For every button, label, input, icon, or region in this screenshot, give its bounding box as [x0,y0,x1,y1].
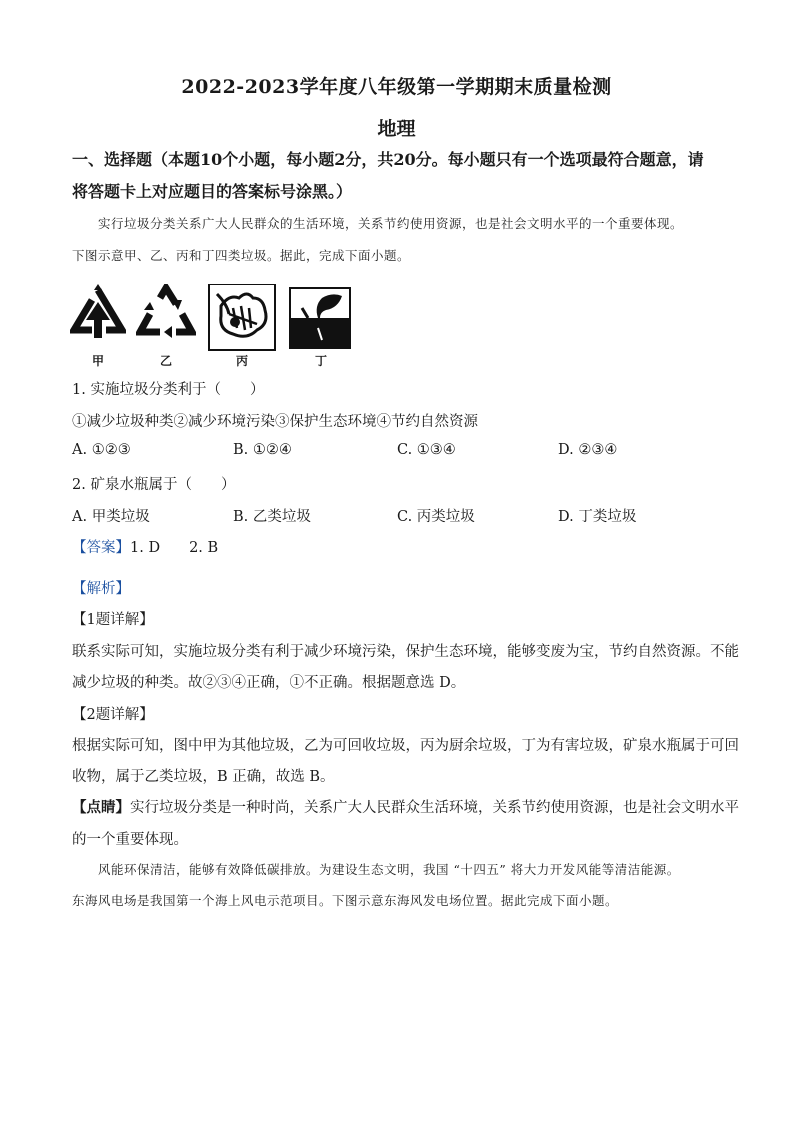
comment-line1 [72,796,739,817]
waste-category-figure [70,284,360,370]
answer-values: 1. D 2. B [130,540,219,556]
q2-stem: 2. 矿泉水瓶属于（ ） [72,477,236,493]
q2-option-d: D. 丁类垃圾 [558,509,637,525]
q1-stem: 1. 实施垃圾分类利于（ ） [72,382,265,398]
intro2-line1: 风能环保清洁，能够有效降低碳排放。为建设生态文明，我国 “十四五” 将大力开发风能等清洁能源。 [98,862,680,877]
subject-title: 地理 [377,118,416,140]
hazardous-waste-icon [288,284,352,370]
q1-statements: ①减少垃圾种类②减少环境污染③保护生态环境④节约自然资源 [72,414,478,430]
q2-option-b: B. 乙类垃圾 [233,509,311,525]
page-title: 2022-2023学年度八年级第一学期期末质量检测 [181,76,612,98]
detail1-title: 【1题详解】 [72,612,154,628]
answer-line [72,536,218,557]
label-bing: 丙 [235,354,248,368]
label-jia: 甲 [91,354,104,368]
q1-option-a: A. ①②③ [72,442,131,458]
q1-option-b: B. ①②④ [233,442,292,458]
section-heading [72,144,732,208]
analysis-label: 【解析】 [72,581,130,597]
q2-option-a: A. 甲类垃圾 [72,509,150,525]
comment-text-1: 实行垃圾分类是一种时尚，关系广大人民群众生活环境，关系节约使用资源，也是社会文明水平 [130,800,739,816]
label-ding: 丁 [314,354,327,368]
comment-label: 【点睛】 [72,799,130,816]
detail2-line1: 根据实际可知，图中甲为其他垃圾，乙为可回收垃圾，丙为厨余垃圾，丁为有害垃圾，矿泉水瓶属于可回 [72,738,739,754]
comment-line2: 的一个重要体现。 [72,832,188,848]
other-waste-icon [70,284,126,370]
section-heading-line1: 一、选择题（本题10个小题，每小题2分，共20分。每小题只有一个选项最符合题意，请 [72,150,704,169]
kitchen-waste-icon [207,284,277,370]
intro1-line1: 实行垃圾分类关系广大人民群众的生活环境，关系节约使用资源，也是社会文明水平的一个重要体现。 [98,216,684,231]
section-heading-line2: 将答题卡上对应题目的答案标号涂黑。） [72,182,353,201]
intro2-line2: 东海风电场是我国第一个海上风电示范项目。下图示意东海风发电场位置。据此完成下面小题。 [72,893,619,908]
detail2-line2: 收物，属于乙类垃圾，B 正确，故选 B。 [72,769,335,785]
answer-label: 【答案】 [72,540,130,556]
q1-option-c: C. ①③④ [397,442,456,458]
q1-option-d: D. ②③④ [558,442,618,458]
q2-option-c: C. 丙类垃圾 [397,509,475,525]
label-yi: 乙 [159,354,172,368]
detail1-line1: 联系实际可知，实施垃圾分类有利于减少环境污染，保护生态环境，能够变废为宝，节约自然资源。不能 [72,644,739,660]
recyclable-icon [136,284,192,370]
detail2-title: 【2题详解】 [72,707,154,723]
detail1-line2: 减少垃圾的种类。故②③④正确，①不正确。根据题意选 D。 [72,675,466,691]
intro1-line2: 下图示意甲、乙、丙和丁四类垃圾。据此，完成下面小题。 [72,248,411,263]
